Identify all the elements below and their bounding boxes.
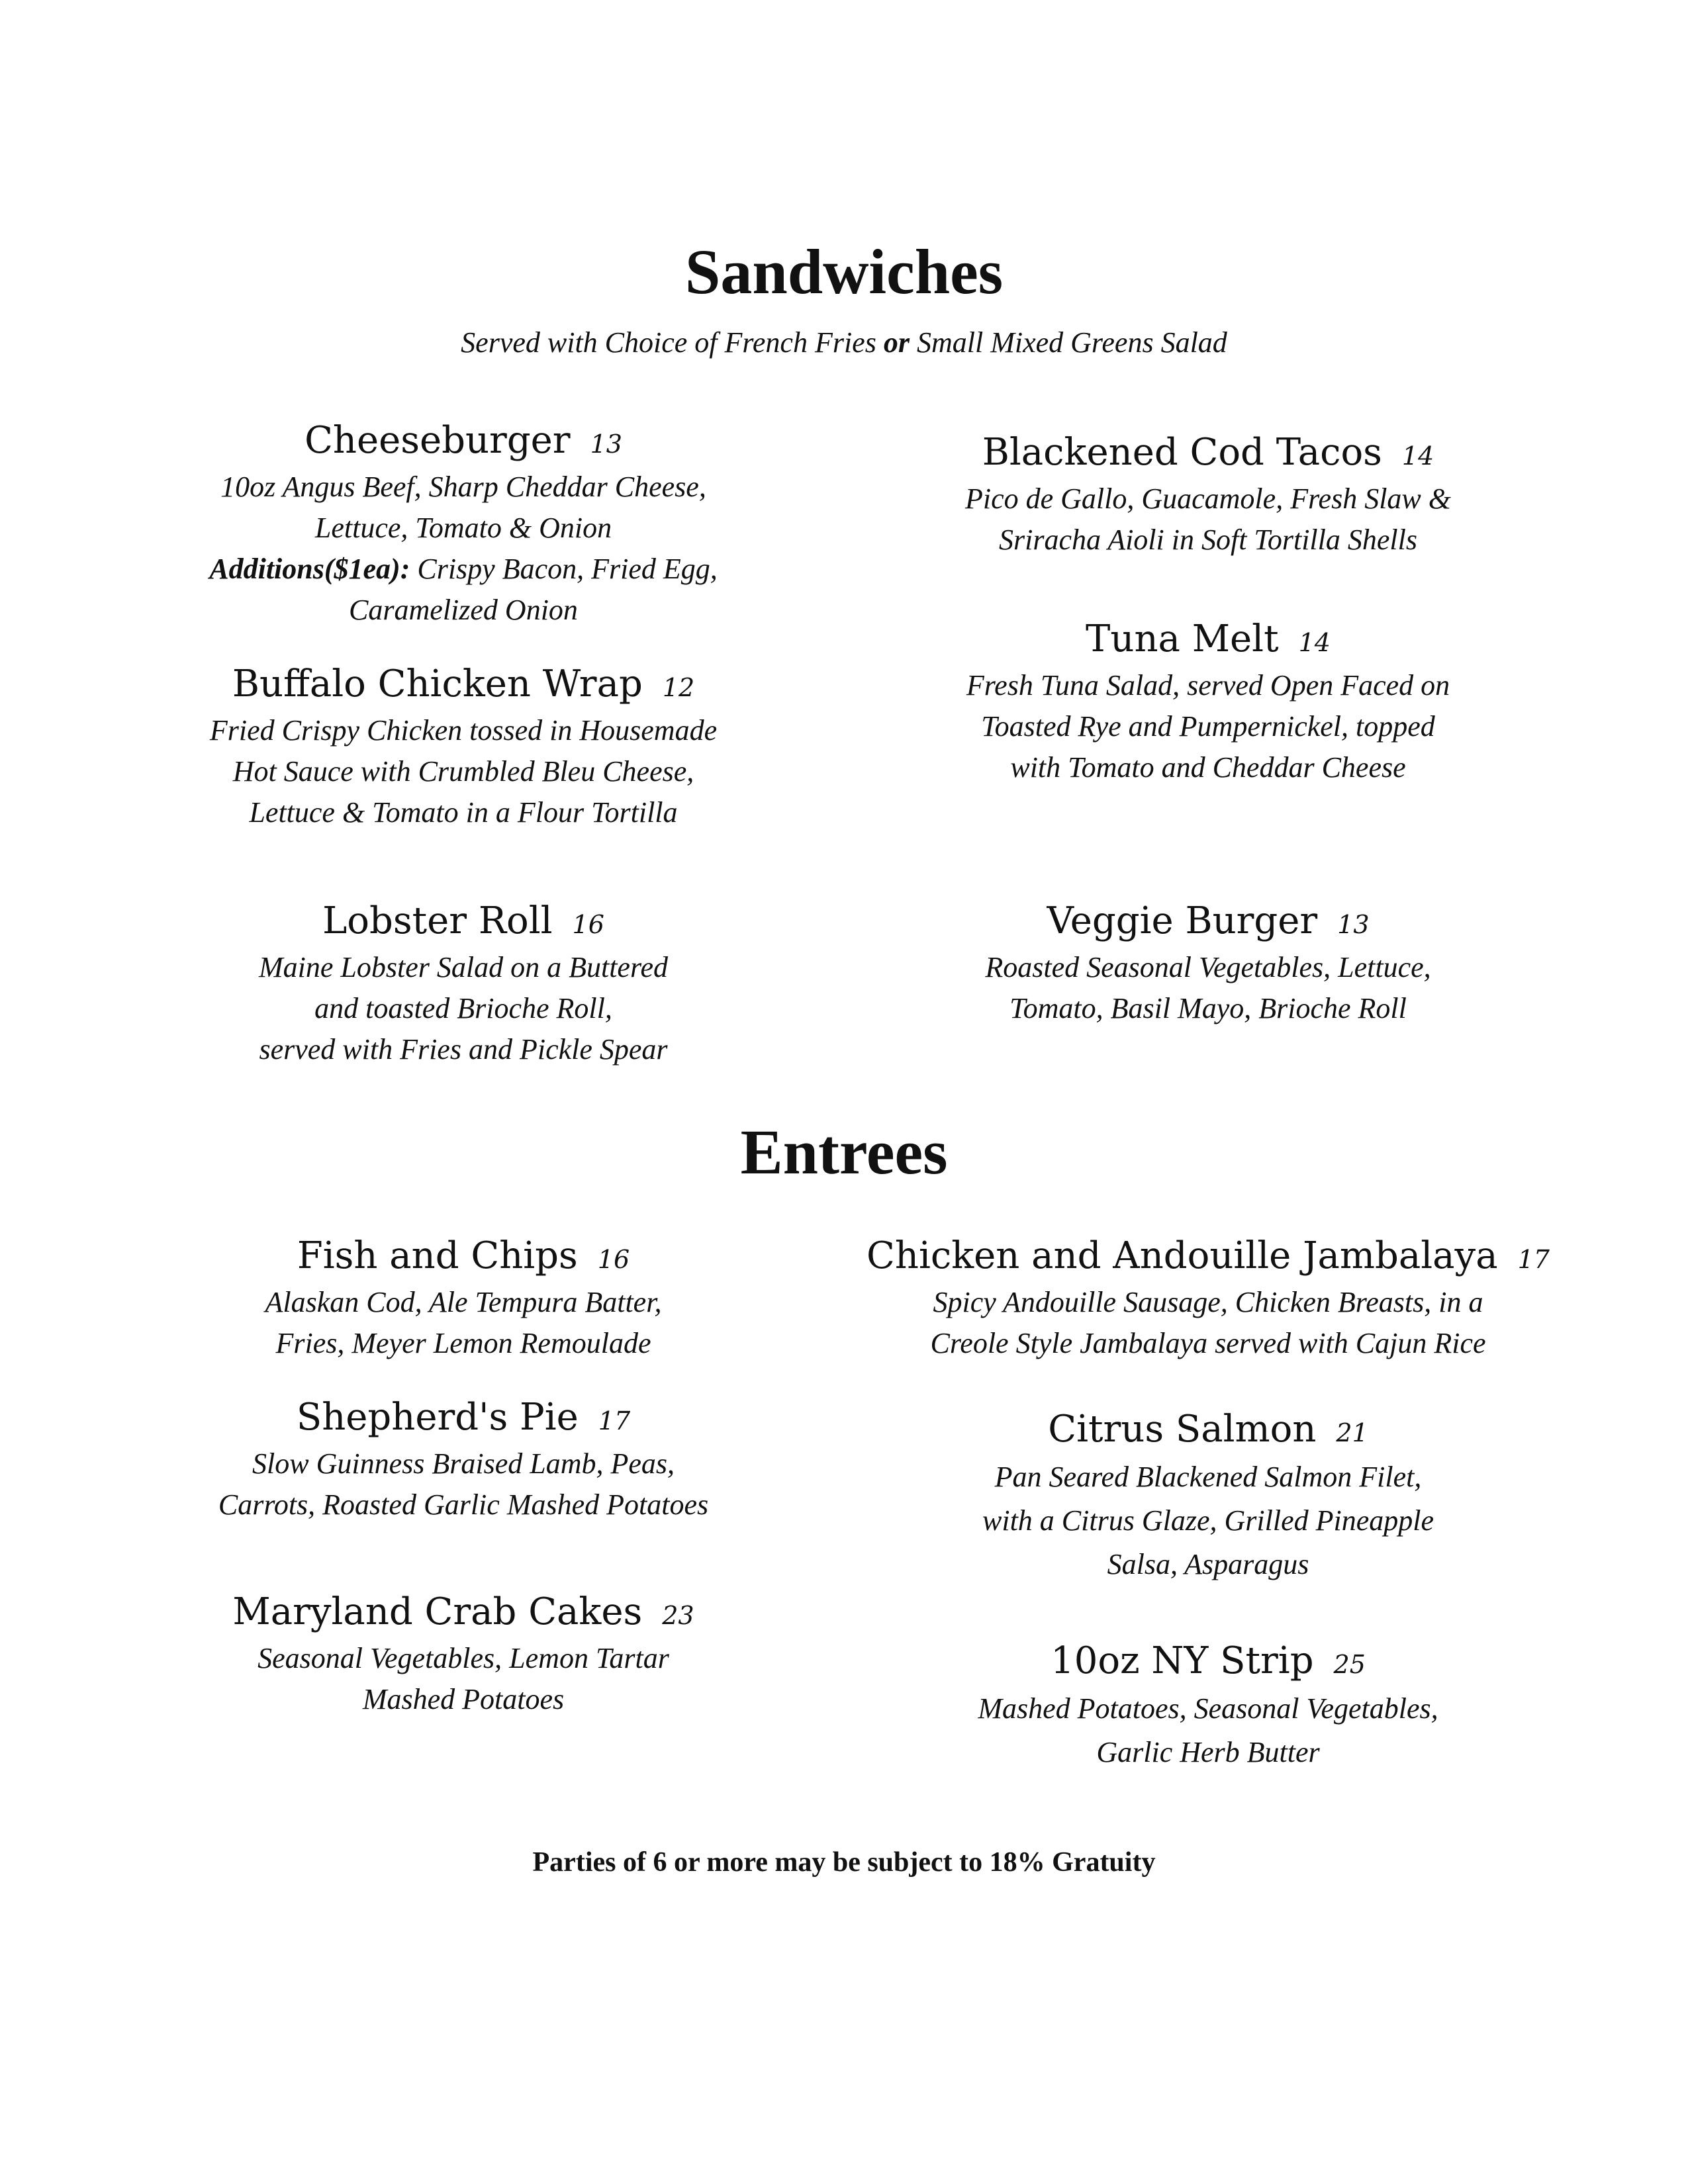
item-price: 21 bbox=[1336, 1418, 1368, 1447]
subtitle-part-a: Served with Choice of French Fries bbox=[461, 326, 884, 359]
sandwiches-heading: Sandwiches bbox=[684, 236, 1004, 307]
item-name: Fish and Chips bbox=[297, 1234, 578, 1277]
item-desc-line: Salsa, Asparagus bbox=[1107, 1548, 1309, 1580]
item-name-line bbox=[132, 899, 794, 947]
item-desc-line: Fried Crispy Chicken tossed in Housemade bbox=[209, 714, 718, 747]
menu-item-citrus-salmon bbox=[861, 1407, 1556, 1586]
menu-item-lobster-roll bbox=[132, 899, 794, 1070]
item-desc-line: Mashed Potatoes, Seasonal Vegetables, bbox=[978, 1692, 1438, 1725]
item-name-line bbox=[132, 418, 794, 467]
item-price: 16 bbox=[597, 1245, 630, 1274]
sandwiches-subtitle bbox=[0, 326, 1688, 359]
item-desc-line: Tomato, Basil Mayo, Brioche Roll bbox=[1009, 992, 1407, 1024]
item-price: 17 bbox=[598, 1406, 631, 1435]
menu-item-jambalaya bbox=[827, 1234, 1589, 1364]
item-price: 12 bbox=[662, 673, 695, 702]
item-desc-line: Carrots, Roasted Garlic Mashed Potatoes bbox=[218, 1488, 709, 1521]
item-additions-line bbox=[132, 549, 794, 590]
item-desc-line: with Tomato and Cheddar Cheese bbox=[1010, 751, 1406, 784]
menu-item-buffalo-chicken-wrap bbox=[132, 662, 794, 833]
item-price: 14 bbox=[1298, 628, 1331, 657]
item-desc-line: Caramelized Onion bbox=[349, 594, 578, 626]
item-name: Cheeseburger bbox=[305, 419, 571, 462]
subtitle-part-b: Small Mixed Greens Salad bbox=[909, 326, 1227, 359]
item-desc-line: Spicy Andouille Sausage, Chicken Breasts, in a bbox=[933, 1286, 1483, 1318]
item-name-line bbox=[861, 1407, 1556, 1455]
menu-item-cheeseburger bbox=[132, 418, 794, 631]
item-desc-line: Maine Lobster Salad on a Buttered bbox=[259, 951, 668, 983]
menu-item-maryland-crab-cakes bbox=[132, 1590, 794, 1720]
item-name-line bbox=[861, 1639, 1556, 1687]
item-price: 13 bbox=[590, 430, 622, 459]
menu-item-blackened-cod-tacos bbox=[861, 430, 1556, 561]
item-name-line bbox=[132, 1395, 794, 1443]
item-desc-line: Sriracha Aioli in Soft Tortilla Shells bbox=[999, 523, 1417, 556]
item-name: 10oz NY Strip bbox=[1051, 1639, 1314, 1682]
item-desc-line: Garlic Herb Butter bbox=[1096, 1736, 1320, 1768]
item-name: Buffalo Chicken Wrap bbox=[232, 662, 643, 705]
menu-item-shepherds-pie bbox=[132, 1395, 794, 1525]
item-desc-line: and toasted Brioche Roll, bbox=[314, 992, 612, 1024]
item-price: 23 bbox=[662, 1601, 694, 1630]
item-price: 16 bbox=[572, 910, 604, 939]
item-desc-line: Lettuce, Tomato & Onion bbox=[314, 512, 612, 544]
entrees-heading: Entrees bbox=[740, 1116, 948, 1187]
item-name-line bbox=[861, 899, 1556, 947]
item-desc-line: 10oz Angus Beef, Sharp Cheddar Cheese, bbox=[220, 471, 706, 503]
item-desc-line: Creole Style Jambalaya served with Cajun Rice bbox=[930, 1327, 1486, 1359]
menu-item-fish-and-chips bbox=[132, 1234, 794, 1364]
item-price: 14 bbox=[1401, 441, 1434, 471]
item-name: Shepherd's Pie bbox=[296, 1396, 579, 1439]
item-name-line bbox=[132, 662, 794, 710]
item-name: Lobster Roll bbox=[322, 899, 553, 942]
additions-label: Additions($1ea): bbox=[209, 553, 410, 585]
item-name-line bbox=[861, 430, 1556, 478]
item-name: Citrus Salmon bbox=[1048, 1408, 1317, 1451]
subtitle-or: or bbox=[883, 326, 910, 359]
item-name-line bbox=[132, 1590, 794, 1638]
item-desc-line: Roasted Seasonal Vegetables, Lettuce, bbox=[985, 951, 1431, 983]
item-name: Tuna Melt bbox=[1086, 617, 1279, 660]
item-name: Chicken and Andouille Jambalaya bbox=[867, 1234, 1498, 1277]
additions-text: Crispy Bacon, Fried Egg, bbox=[410, 553, 718, 585]
menu-item-tuna-melt bbox=[861, 617, 1556, 788]
item-desc-line: Lettuce & Tomato in a Flour Tortilla bbox=[249, 796, 678, 829]
menu-item-ny-strip bbox=[861, 1639, 1556, 1774]
item-name-line bbox=[861, 617, 1556, 665]
item-desc-line: Fresh Tuna Salad, served Open Faced on bbox=[966, 669, 1450, 702]
item-desc-line: Alaskan Cod, Ale Tempura Batter, bbox=[265, 1286, 662, 1318]
item-desc-line: Fries, Meyer Lemon Remoulade bbox=[275, 1327, 651, 1359]
gratuity-note: Parties of 6 or more may be subject to 18% Gratuity bbox=[532, 1847, 1156, 1878]
item-name: Maryland Crab Cakes bbox=[232, 1590, 643, 1633]
menu-item-veggie-burger bbox=[861, 899, 1556, 1029]
item-price: 13 bbox=[1337, 910, 1370, 939]
item-desc-line: served with Fries and Pickle Spear bbox=[259, 1033, 668, 1066]
item-price: 17 bbox=[1517, 1245, 1550, 1274]
item-name: Blackened Cod Tacos bbox=[982, 431, 1382, 474]
item-desc-line: Toasted Rye and Pumpernickel, topped bbox=[981, 710, 1435, 743]
item-price: 25 bbox=[1333, 1650, 1366, 1679]
item-name: Veggie Burger bbox=[1047, 899, 1318, 942]
item-desc-line: Slow Guinness Braised Lamb, Peas, bbox=[252, 1447, 675, 1480]
item-desc-line: Pan Seared Blackened Salmon Filet, bbox=[994, 1461, 1422, 1493]
item-desc-line: Pico de Gallo, Guacamole, Fresh Slaw & bbox=[964, 482, 1452, 515]
item-desc-line: Seasonal Vegetables, Lemon Tartar bbox=[258, 1642, 669, 1674]
item-desc-line: Hot Sauce with Crumbled Bleu Cheese, bbox=[232, 755, 694, 788]
item-name-line bbox=[132, 1234, 794, 1282]
item-name-line bbox=[827, 1234, 1589, 1282]
item-desc-line: Mashed Potatoes bbox=[362, 1683, 565, 1715]
item-desc-line: with a Citrus Glaze, Grilled Pineapple bbox=[982, 1504, 1434, 1537]
